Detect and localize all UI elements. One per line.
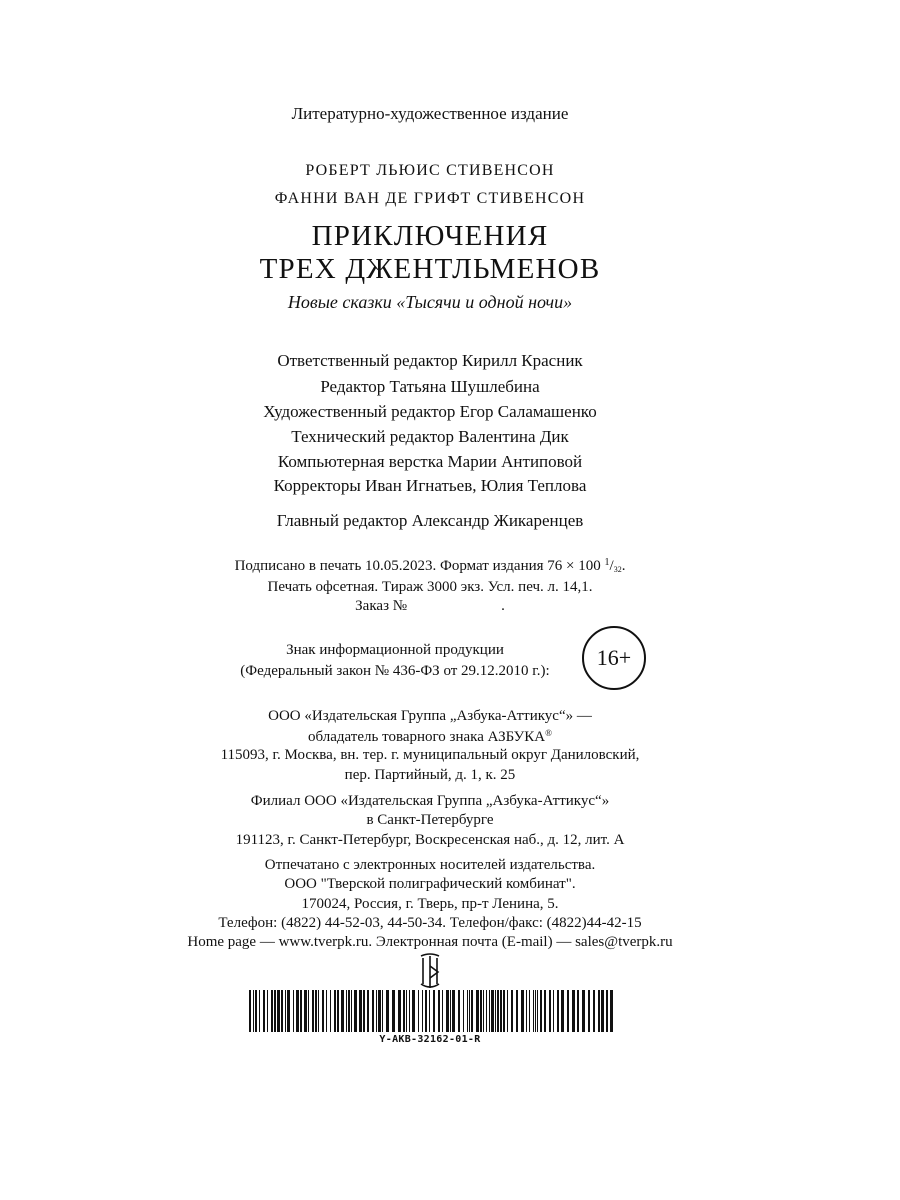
- barcode-bar: [497, 990, 499, 1032]
- barcode-text: Y-AKB-32162-01-R: [379, 1034, 481, 1045]
- book-title-line-1: ПРИКЛЮЧЕНИЯ: [311, 220, 549, 252]
- info-mark-line-2: (Федеральный закон № 436-ФЗ от 29.12.2010 г.):: [240, 663, 550, 679]
- book-title-line-2: ТРЕХ ДЖЕНТЛЬМЕНОВ: [259, 253, 601, 285]
- genre-line: Литературно-художественное издание: [291, 104, 569, 123]
- barcode-bar: [438, 990, 440, 1032]
- book-subtitle: Новые сказки «Тысячи и одной ночи»: [287, 292, 573, 312]
- print-info-line-2: Печать офсетная. Тираж 3000 экз. Усл. печ. л. 14,1.: [267, 579, 593, 595]
- barcode-bar: [433, 990, 435, 1032]
- barcode-bar: [450, 990, 451, 1032]
- barcode-bar: [544, 990, 546, 1032]
- barcode-bar: [326, 990, 327, 1032]
- barcode-bar: [348, 990, 350, 1032]
- printer-web-line: Home page — www.tverpk.ru. Электронная почта (E-mail) — sales@tverpk.ru: [187, 934, 673, 950]
- branch-line-1: Филиал ООО «Издательская Группа „Азбука-Аттикус“»: [250, 793, 610, 809]
- barcode-bar: [337, 990, 339, 1032]
- tpk-monogram-icon: [418, 952, 442, 992]
- registered-mark: ®: [545, 728, 552, 738]
- barcode-bar: [598, 990, 600, 1032]
- barcode-bar: [561, 990, 564, 1032]
- print-line-end: .: [621, 558, 626, 574]
- barcode-bar: [267, 990, 268, 1032]
- order-number-line: [0, 598, 860, 615]
- order-label: Заказ №: [355, 598, 408, 614]
- barcode-bar: [255, 990, 257, 1032]
- staff-line: Редактор Татьяна Шушлебина: [320, 377, 540, 396]
- staff-line: Ответственный редактор Кирилл Красник: [277, 351, 583, 370]
- barcode-bar: [463, 990, 464, 1032]
- barcode-bar: [521, 990, 524, 1032]
- barcode-bar: [312, 990, 314, 1032]
- format-fraction-denominator: 32: [613, 565, 622, 574]
- barcode-bar: [483, 990, 484, 1032]
- trademark-text: обладатель товарного знака АЗБУКА: [308, 729, 546, 745]
- barcode-bar: [553, 990, 554, 1032]
- publisher-address-1: 115093, г. Москва, вн. тер. г. муниципальный округ Даниловский,: [220, 747, 640, 763]
- barcode-bar: [491, 990, 494, 1032]
- barcode-bar: [577, 990, 579, 1032]
- author-1: РОБЕРТ ЛЬЮИС СТИВЕНСОН: [305, 162, 555, 179]
- barcode-bar: [489, 990, 490, 1032]
- barcode-bar: [341, 990, 344, 1032]
- barcode-bar: [469, 990, 470, 1032]
- staff-line: Корректоры Иван Игнатьев, Юлия Теплова: [273, 476, 587, 495]
- barcode-bar: [330, 990, 331, 1032]
- barcode-bar: [529, 990, 530, 1032]
- printer-phone-line: Телефон: (4822) 44-52-03, 44-50-34. Телефон/факс: (4822)44-42-15: [218, 915, 642, 931]
- publisher-line-1: ООО «Издательская Группа „Азбука-Аттикус“» —: [268, 708, 592, 724]
- print-info-line-1: Подписано в печать 10.05.2023. Формат издания 76 × 100 $^1$/32.: [234, 557, 626, 574]
- barcode-bar: [293, 990, 294, 1032]
- barcode-bar: [372, 990, 374, 1032]
- barcode-bar: [429, 990, 430, 1032]
- barcode-bar: [392, 990, 395, 1032]
- barcode-bar: [386, 990, 389, 1032]
- publisher-address-2: пер. Партийный, д. 1, к. 25: [344, 767, 516, 783]
- barcode-bar: [367, 990, 369, 1032]
- branch-line-3: 191123, г. Санкт-Петербург, Воскресенская наб., д. 12, лит. А: [235, 832, 625, 848]
- info-mark-line-1: Знак информационной продукции: [286, 642, 504, 658]
- barcode-bar: [398, 990, 401, 1032]
- barcode-bar: [452, 990, 455, 1032]
- barcode-bar: [249, 990, 251, 1032]
- barcode-bar: [507, 990, 508, 1032]
- barcode-bar: [526, 990, 527, 1032]
- barcode-bar: [425, 990, 427, 1032]
- barcode-bar: [354, 990, 357, 1032]
- barcode-bar: [422, 990, 423, 1032]
- branch-line-2: в Санкт-Петербурге: [366, 812, 494, 828]
- barcode-bar: [606, 990, 608, 1032]
- barcode-bar: [253, 990, 254, 1032]
- barcode-bar: [281, 990, 283, 1032]
- barcode-bar: [300, 990, 302, 1032]
- barcode-bar: [263, 990, 265, 1032]
- barcode-bar: [296, 990, 299, 1032]
- barcode-bar: [403, 990, 405, 1032]
- barcode-bar: [406, 990, 407, 1032]
- barcode-bar: [476, 990, 479, 1032]
- barcode-bar: [346, 990, 347, 1032]
- barcode-bar: [382, 990, 383, 1032]
- order-end: .: [501, 598, 505, 614]
- barcode-bar: [351, 990, 352, 1032]
- barcode-bar: [259, 990, 260, 1032]
- barcode-bar: [535, 990, 536, 1032]
- age-rating-badge: 16+: [582, 626, 646, 690]
- barcode-bar: [285, 990, 286, 1032]
- barcode-bar: [516, 990, 518, 1032]
- barcode-bar: [610, 990, 613, 1032]
- print-format-text: Подписано в печать 10.05.2023. Формат издания 76 × 100: [234, 558, 601, 574]
- barcode-bar: [572, 990, 575, 1032]
- barcode-bar: [540, 990, 542, 1032]
- barcode-bar: [458, 990, 460, 1032]
- barcode-bar: [318, 990, 319, 1032]
- barcode-bar: [378, 990, 381, 1032]
- barcode-bar: [287, 990, 290, 1032]
- barcode-bar: [359, 990, 362, 1032]
- barcode-bar: [308, 990, 309, 1032]
- barcode-bar: [593, 990, 595, 1032]
- barcode-bar: [503, 990, 505, 1032]
- format-fraction-numerator: 1: [604, 557, 610, 568]
- printer-line-1: Отпечатано с электронных носителей издательства.: [264, 857, 596, 873]
- printer-line-2: ООО "Тверской полиграфический комбинат".: [284, 876, 576, 892]
- barcode-bar: [274, 990, 276, 1032]
- barcode-bar: [271, 990, 273, 1032]
- barcode-bar: [418, 990, 419, 1032]
- staff-line: Технический редактор Валентина Дик: [291, 427, 569, 446]
- barcode-bar: [533, 990, 534, 1032]
- barcode-bar: [277, 990, 280, 1032]
- barcode-bar: [486, 990, 487, 1032]
- barcode-bar: [500, 990, 502, 1032]
- barcode-bar: [537, 990, 538, 1032]
- barcode-bar: [588, 990, 590, 1032]
- barcode-bar: [322, 990, 324, 1032]
- barcode-bar: [549, 990, 551, 1032]
- staff-line: Компьютерная верстка Марии Антиповой: [277, 452, 583, 471]
- barcode-bar: [495, 990, 496, 1032]
- barcode-bar: [334, 990, 336, 1032]
- barcode-bar: [315, 990, 317, 1032]
- barcode-bar: [471, 990, 473, 1032]
- barcode-bar: [511, 990, 513, 1032]
- barcode-bar: [480, 990, 482, 1032]
- staff-line: Художественный редактор Егор Саламашенко: [263, 402, 597, 421]
- chief-editor-line: Главный редактор Александр Жикаренцев: [276, 511, 584, 530]
- barcode-icon: [249, 990, 613, 1032]
- barcode-bar: [582, 990, 585, 1032]
- author-2: ФАННИ ВАН ДЕ ГРИФТ СТИВЕНСОН: [274, 190, 586, 207]
- barcode-bar: [446, 990, 449, 1032]
- barcode-bar: [363, 990, 365, 1032]
- barcode-bar: [376, 990, 377, 1032]
- barcode-bar: [557, 990, 559, 1032]
- barcode-bar: [567, 990, 569, 1032]
- barcode-bar: [442, 990, 443, 1032]
- barcode-bar: [409, 990, 410, 1032]
- barcode-bar: [467, 990, 468, 1032]
- barcode-bar: [304, 990, 307, 1032]
- printer-line-3: 170024, Россия, г. Тверь, пр-т Ленина, 5.: [301, 896, 559, 912]
- publisher-line-2: [0, 728, 860, 746]
- barcode-bar: [601, 990, 604, 1032]
- barcode-bar: [412, 990, 415, 1032]
